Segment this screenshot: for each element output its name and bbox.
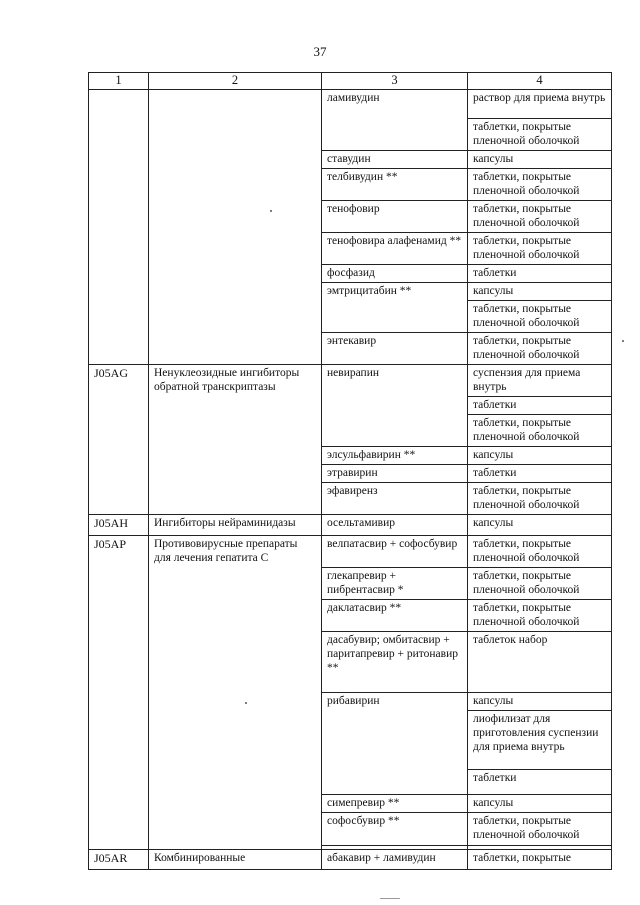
scan-speck	[245, 702, 247, 704]
drug-name: глекапревир + пибрентасвир *	[322, 568, 468, 600]
dosage-form: капсулы	[468, 515, 612, 536]
group-name: Ненуклеозидные ингибиторы обратной транскриптазы	[149, 365, 322, 515]
atc-code: J05AH	[89, 515, 149, 536]
dosage-form: капсулы	[468, 151, 612, 169]
dosage-form: капсулы	[468, 283, 612, 301]
dosage-form: капсулы	[468, 447, 612, 465]
drug-name: даклатасвир **	[322, 600, 468, 632]
drug-name: ламивудин	[322, 90, 468, 151]
drug-name: симепревир **	[322, 795, 468, 813]
dosage-form: таблетки, покрытые пленочной оболочкой	[468, 169, 612, 201]
atc-code: J05AP	[89, 536, 149, 850]
table-row	[89, 850, 612, 870]
atc-code: J05AR	[89, 850, 149, 870]
table-row	[89, 365, 612, 397]
drug-name: энтекавир	[322, 333, 468, 365]
dosage-form: таблетки	[468, 770, 612, 795]
dosage-form: таблетки	[468, 397, 612, 415]
drug-name: эмтрицитабин **	[322, 283, 468, 333]
drug-name: этравирин	[322, 465, 468, 483]
dosage-form: таблетки, покрытые пленочной оболочкой	[468, 201, 612, 233]
dosage-form: таблеток набор	[468, 632, 612, 693]
dosage-form: раствор для приема внутрь	[468, 90, 612, 119]
drug-name: велпатасвир + софосбувир	[322, 536, 468, 568]
drug-name: невирапин	[322, 365, 468, 447]
scan-speck	[380, 898, 400, 899]
dosage-form: суспензия для приема внутрь	[468, 365, 612, 397]
dosage-form: таблетки, покрытые	[468, 850, 612, 870]
atc-code: J05AG	[89, 365, 149, 515]
drug-name: элсульфавирин **	[322, 447, 468, 465]
group-name: Противовирусные препараты для лечения гепатита С	[149, 536, 322, 850]
group-name: Ингибиторы нейраминидазы	[149, 515, 322, 536]
drug-name: тенофовир	[322, 201, 468, 233]
dosage-form: таблетки, покрытые пленочной оболочкой	[468, 568, 612, 600]
dosage-form: капсулы	[468, 693, 612, 711]
header-col-2: 2	[149, 73, 322, 90]
header-col-4: 4	[468, 73, 612, 90]
drug-name: осельтамивир	[322, 515, 468, 536]
drug-name: абакавир + ламивудин	[322, 850, 468, 870]
drug-name: ставудин	[322, 151, 468, 169]
dosage-form: таблетки, покрытые пленочной оболочкой	[468, 536, 612, 568]
medication-table	[88, 72, 612, 870]
table-row	[89, 515, 612, 536]
drug-name: фосфазид	[322, 265, 468, 283]
dosage-form: таблетки, покрытые пленочной оболочкой	[468, 483, 612, 515]
dosage-form: капсулы	[468, 795, 612, 813]
dosage-form: таблетки, покрытые пленочной оболочкой	[468, 600, 612, 632]
table-row	[89, 90, 612, 119]
header-row	[89, 73, 612, 90]
drug-name: эфавиренз	[322, 483, 468, 515]
dosage-form: таблетки, покрытые пленочной оболочкой	[468, 119, 612, 151]
dosage-form: таблетки, покрытые пленочной оболочкой	[468, 233, 612, 265]
dosage-form: таблетки, покрытые пленочной оболочкой	[468, 301, 612, 333]
scan-speck	[270, 210, 272, 212]
dosage-form: таблетки	[468, 265, 612, 283]
header-col-3: 3	[322, 73, 468, 90]
dosage-form: таблетки, покрытые пленочной оболочкой	[468, 813, 612, 846]
drug-name: дасабувир; омбитасвир + паритапревир + ритонавир **	[322, 632, 468, 693]
table-row	[89, 536, 612, 568]
dosage-form: лиофилизат для приготовления суспензии для приема внутрь	[468, 711, 612, 770]
group-name: Комбинированные	[149, 850, 322, 870]
scan-speck	[622, 340, 624, 342]
dosage-form: таблетки	[468, 465, 612, 483]
page-number: 37	[313, 44, 327, 59]
header-col-1: 1	[89, 73, 149, 90]
drug-name: рибавирин	[322, 693, 468, 795]
group-cell-empty	[149, 90, 322, 365]
dosage-form: таблетки, покрытые пленочной оболочкой	[468, 333, 612, 365]
drug-name: тенофовира алафенамид **	[322, 233, 468, 265]
dosage-form: таблетки, покрытые пленочной оболочкой	[468, 415, 612, 447]
drug-name: телбивудин **	[322, 169, 468, 201]
drug-name: софосбувир **	[322, 813, 468, 846]
atc-code-cell-empty	[89, 90, 149, 365]
